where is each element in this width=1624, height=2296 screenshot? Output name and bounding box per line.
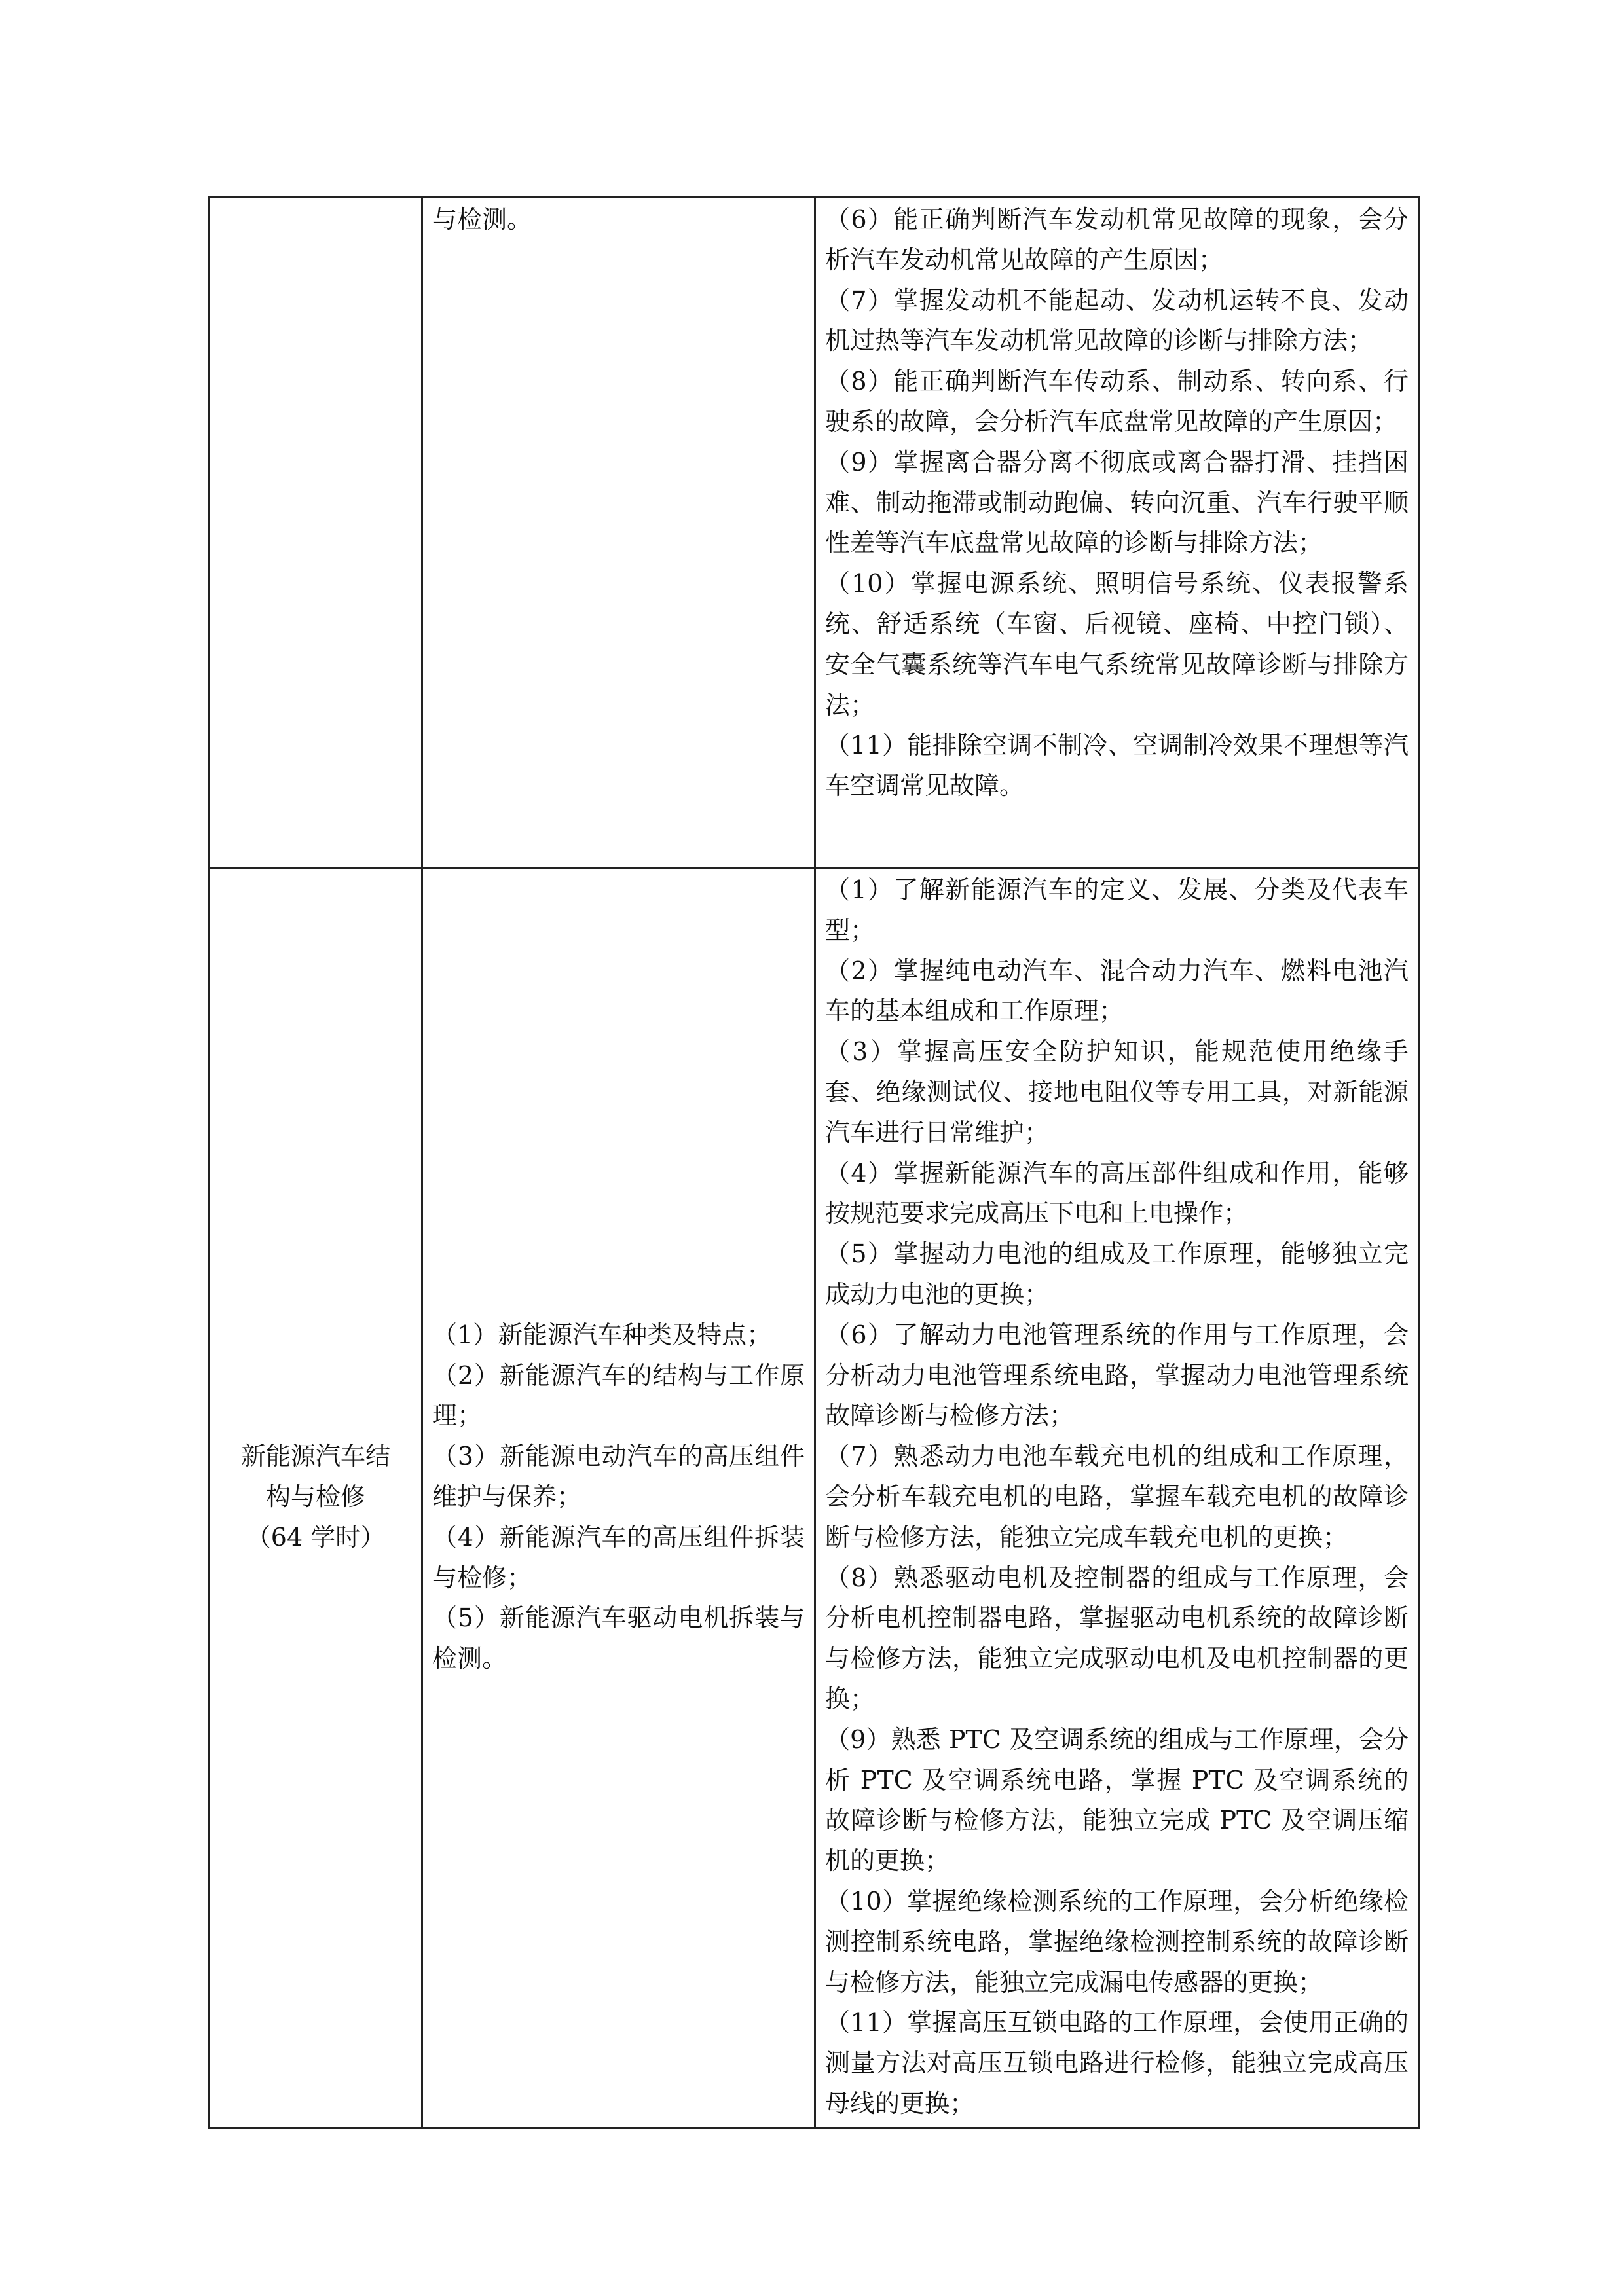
- content-item: 与检测。: [432, 205, 532, 234]
- requirement-item: （7）掌握发动机不能起动、发动机运转不良、发动机过热等汽车发动机常见故障的诊断与排除方法；: [825, 285, 1409, 355]
- course-name-cell: [210, 198, 422, 868]
- content-item: （2）新能源汽车的结构与工作原理；: [432, 1360, 805, 1430]
- requirement-item: （4）掌握新能源汽车的高压部件组成和作用，能够按规范要求完成高压下电和上电操作；: [825, 1158, 1409, 1228]
- teaching-content-cell: [422, 868, 815, 2128]
- requirement-item: （6）能正确判断汽车发动机常见故障的现象，会分析汽车发动机常见故障的产生原因；: [825, 205, 1409, 274]
- curriculum-table: [208, 196, 1420, 2129]
- requirement-item: （10）掌握绝缘检测系统的工作原理，会分析绝缘检测控制系统电路，掌握绝缘检测控制系统的故障诊断与检修方法，能独立完成漏电传感器的更换；: [825, 1886, 1409, 1997]
- requirements-cell: [815, 198, 1419, 868]
- requirement-item: （3）掌握高压安全防护知识，能规范使用绝缘手套、绝缘测试仪、接地电阻仪等专用工具，对新能源汽车进行日常维护；: [825, 1037, 1409, 1147]
- requirement-item: （6）了解动力电池管理系统的作用与工作原理，会分析动力电池管理系统电路，掌握动力电池管理系统故障诊断与检修方法；: [825, 1320, 1409, 1430]
- course-name-cell: [210, 868, 422, 2128]
- requirement-item: （7）熟悉动力电池车载充电机的组成和工作原理，会分析车载充电机的电路，掌握车载充电机的故障诊断与检修方法，能独立完成车载充电机的更换；: [825, 1442, 1409, 1552]
- course-hours: （64 学时）: [246, 1522, 386, 1552]
- requirement-item: （8）能正确判断汽车传动系、制动系、转向系、行驶系的故障，会分析汽车底盘常见故障的产生原因；: [825, 367, 1409, 436]
- requirement-item: （11）能排除空调不制冷、空调制冷效果不理想等汽车空调常见故障。: [825, 731, 1409, 801]
- content-item: （4）新能源汽车的高压组件拆装与检修；: [432, 1522, 805, 1592]
- content-item: （1）新能源汽车种类及特点；: [432, 1320, 772, 1349]
- content-item: （5）新能源汽车驱动电机拆装与检测。: [432, 1603, 805, 1673]
- teaching-content-cell: [422, 198, 815, 868]
- requirement-item: （11）掌握高压互锁电路的工作原理，会使用正确的测量方法对高压互锁电路进行检修，能独立完成高压母线的更换；: [825, 2008, 1409, 2118]
- requirement-item: （2）掌握纯电动汽车、混合动力汽车、燃料电池汽车的基本组成和工作原理；: [825, 956, 1409, 1026]
- table-row: [210, 198, 1419, 868]
- requirement-item: （1）了解新能源汽车的定义、发展、分类及代表车型；: [825, 875, 1409, 945]
- requirement-item: （5）掌握动力电池的组成及工作原理，能够独立完成动力电池的更换；: [825, 1239, 1409, 1309]
- requirement-item: （8）熟悉驱动电机及控制器的组成与工作原理，会分析电机控制器电路，掌握驱动电机系统的故障诊断与检修方法，能独立完成驱动电机及电机控制器的更换；: [825, 1563, 1409, 1713]
- content-item: （3）新能源电动汽车的高压组件维护与保养；: [432, 1442, 805, 1511]
- table-row: [210, 868, 1419, 2128]
- requirement-item: （10）掌握电源系统、照明信号系统、仪表报警系统、舒适系统（车窗、后视镜、座椅、中控门锁）、安全气囊系统等汽车电气系统常见故障诊断与排除方法；: [825, 569, 1409, 720]
- course-name-line: 构与检修: [265, 1482, 365, 1511]
- course-name-line: 新能源汽车结: [240, 1442, 390, 1471]
- requirement-item: （9）熟悉 PTC 及空调系统的组成与工作原理，会分析 PTC 及空调系统电路，掌握 PTC 及空调系统的故障诊断与检修方法，能独立完成 PTC 及空调压缩机的更换；: [825, 1724, 1409, 1876]
- requirement-item: （9）掌握离合器分离不彻底或离合器打滑、挂挡困难、制动拖滞或制动跑偏、转向沉重、汽车行驶平顺性差等汽车底盘常见故障的诊断与排除方法；: [825, 447, 1409, 558]
- requirements-cell: [815, 868, 1419, 2128]
